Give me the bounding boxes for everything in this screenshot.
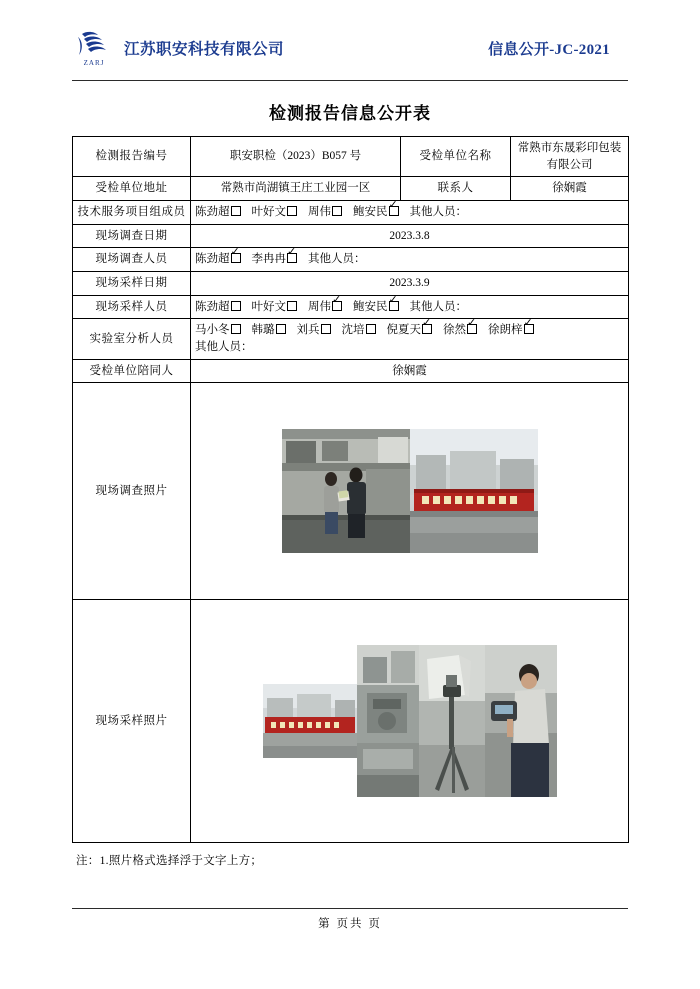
escort-value: 徐娴霞 bbox=[191, 359, 629, 383]
table-row bbox=[73, 272, 629, 296]
person-checkbox[interactable] bbox=[287, 253, 297, 263]
survey-photo-1 bbox=[282, 429, 410, 553]
person-name: 韩璐 bbox=[251, 324, 275, 337]
person-name: 鲍安民 bbox=[353, 300, 388, 313]
table-row bbox=[73, 359, 629, 383]
sampling-photo-2 bbox=[357, 645, 419, 797]
person-checkbox[interactable] bbox=[332, 301, 342, 311]
person-checkbox[interactable] bbox=[321, 324, 331, 334]
survey-photo-2 bbox=[410, 429, 538, 553]
person-checkbox[interactable] bbox=[231, 324, 241, 334]
client-name-label: 受检单位名称 bbox=[401, 137, 511, 177]
lab-staff-cell bbox=[191, 319, 629, 359]
person-checkbox[interactable] bbox=[287, 206, 297, 216]
person-name: 陈劲超 bbox=[195, 300, 230, 313]
person-name: 徐朗梓 bbox=[488, 324, 523, 337]
person-checkbox[interactable] bbox=[231, 301, 241, 311]
person-entry bbox=[252, 251, 300, 268]
person-checkbox[interactable] bbox=[524, 324, 534, 334]
team-members-list bbox=[195, 206, 410, 218]
table-row bbox=[73, 295, 629, 319]
table-row bbox=[73, 248, 629, 272]
person-name: 马小冬 bbox=[195, 324, 230, 337]
person-entry bbox=[195, 299, 243, 316]
person-checkbox[interactable] bbox=[231, 206, 241, 216]
sampling-photo-4 bbox=[485, 645, 557, 797]
person-checkbox[interactable] bbox=[366, 324, 376, 334]
escort-label: 受检单位陪同人 bbox=[73, 359, 191, 383]
person-name: 叶好文 bbox=[251, 300, 286, 313]
footnote: 注：1.照片格式选择浮于文字上方； bbox=[76, 855, 263, 868]
person-name: 陈劲超 bbox=[195, 206, 230, 219]
person-entry bbox=[252, 322, 288, 339]
table-row bbox=[73, 137, 629, 177]
team-label: 技术服务项目组成员 bbox=[73, 201, 191, 225]
sampling-date-label: 现场采样日期 bbox=[73, 272, 191, 296]
survey-date-value: 2023.3.8 bbox=[191, 224, 629, 248]
person-checkbox[interactable] bbox=[332, 206, 342, 216]
lab-staff-list bbox=[195, 322, 624, 339]
person-checkbox[interactable] bbox=[389, 206, 399, 216]
document-footer bbox=[72, 908, 628, 931]
person-entry bbox=[195, 251, 243, 268]
person-entry bbox=[443, 322, 479, 339]
person-entry bbox=[195, 204, 243, 221]
footer-divider bbox=[72, 908, 628, 909]
table-row-sampling-photos bbox=[73, 600, 629, 843]
table-row bbox=[73, 177, 629, 201]
sampling-photos-cell bbox=[191, 600, 629, 843]
company-name: 江苏职安科技有限公司 bbox=[124, 41, 285, 58]
survey-staff-label: 现场调查人员 bbox=[73, 248, 191, 272]
person-checkbox[interactable] bbox=[422, 324, 432, 334]
sampling-photos-label: 现场采样照片 bbox=[73, 600, 191, 843]
sampling-photo-3 bbox=[419, 645, 485, 797]
team-others-label: 其他人员： bbox=[409, 206, 467, 219]
person-entry bbox=[488, 322, 536, 339]
client-name-value: 常熟市东晟彩印包装有限公司 bbox=[511, 137, 629, 177]
person-checkbox[interactable] bbox=[276, 324, 286, 334]
person-name: 刘兵 bbox=[296, 324, 320, 337]
sampling-staff-list bbox=[195, 301, 410, 313]
table-row bbox=[73, 319, 629, 359]
svg-text:ZARJ: ZARJ bbox=[83, 59, 105, 67]
person-entry bbox=[252, 299, 300, 316]
sampling-staff-cell bbox=[191, 295, 629, 319]
person-name: 周伟 bbox=[308, 300, 331, 313]
survey-photos-label: 现场调查照片 bbox=[73, 383, 191, 600]
page-number: 第 页共 页 bbox=[318, 918, 382, 930]
table-row-survey-photos bbox=[73, 383, 629, 600]
document-body bbox=[72, 22, 628, 868]
person-entry bbox=[387, 322, 435, 339]
person-entry bbox=[342, 322, 378, 339]
lab-staff-label: 实验室分析人员 bbox=[73, 319, 191, 359]
survey-date-label: 现场调查日期 bbox=[73, 224, 191, 248]
person-name: 李冉冉 bbox=[251, 253, 286, 266]
person-name: 陈劲超 bbox=[195, 253, 230, 266]
table-row bbox=[73, 224, 629, 248]
page-title: 检测报告信息公开表 bbox=[269, 104, 431, 123]
person-name: 倪夏天 bbox=[386, 324, 421, 337]
contact-value: 徐娴霞 bbox=[511, 177, 629, 201]
person-entry bbox=[353, 299, 401, 316]
report-no-value: 职安职检（2023）B057 号 bbox=[191, 137, 401, 177]
person-entry bbox=[353, 204, 401, 221]
person-entry bbox=[252, 204, 300, 221]
company-logo-icon bbox=[72, 28, 116, 68]
person-entry bbox=[297, 322, 333, 339]
lab-staff-others-label: 其他人员： bbox=[195, 341, 253, 354]
brand bbox=[72, 28, 284, 68]
person-checkbox[interactable] bbox=[467, 324, 477, 334]
person-name: 叶好文 bbox=[251, 206, 286, 219]
document-header bbox=[72, 22, 628, 81]
table-row bbox=[73, 201, 629, 225]
sampling-photo-1 bbox=[263, 684, 357, 758]
report-no-label: 检测报告编号 bbox=[73, 137, 191, 177]
document-code: 信息公开-JC-2021 bbox=[488, 41, 610, 58]
sampling-photo-group bbox=[195, 639, 624, 803]
person-name: 沈培 bbox=[341, 324, 365, 337]
report-info-table bbox=[72, 136, 629, 843]
person-entry bbox=[195, 322, 243, 339]
team-members-cell bbox=[191, 201, 629, 225]
survey-photos-cell bbox=[191, 383, 629, 600]
sampling-staff-label: 现场采样人员 bbox=[73, 295, 191, 319]
sampling-date-value: 2023.3.9 bbox=[191, 272, 629, 296]
person-entry bbox=[308, 204, 344, 221]
client-address-value: 常熟市尚湖镇王庄工业园一区 bbox=[191, 177, 401, 201]
client-address-label: 受检单位地址 bbox=[73, 177, 191, 201]
person-name: 徐然 bbox=[443, 324, 466, 337]
survey-staff-list bbox=[195, 253, 308, 265]
person-entry bbox=[308, 299, 344, 316]
survey-staff-others-label: 其他人员： bbox=[308, 253, 366, 266]
person-name: 周伟 bbox=[308, 206, 331, 219]
person-checkbox[interactable] bbox=[287, 301, 297, 311]
person-checkbox[interactable] bbox=[231, 253, 241, 263]
survey-staff-cell bbox=[191, 248, 629, 272]
sampling-staff-others-label: 其他人员： bbox=[409, 300, 467, 313]
person-name: 鲍安民 bbox=[353, 206, 388, 219]
contact-label: 联系人 bbox=[401, 177, 511, 201]
person-checkbox[interactable] bbox=[389, 301, 399, 311]
survey-photo-group bbox=[195, 423, 624, 559]
